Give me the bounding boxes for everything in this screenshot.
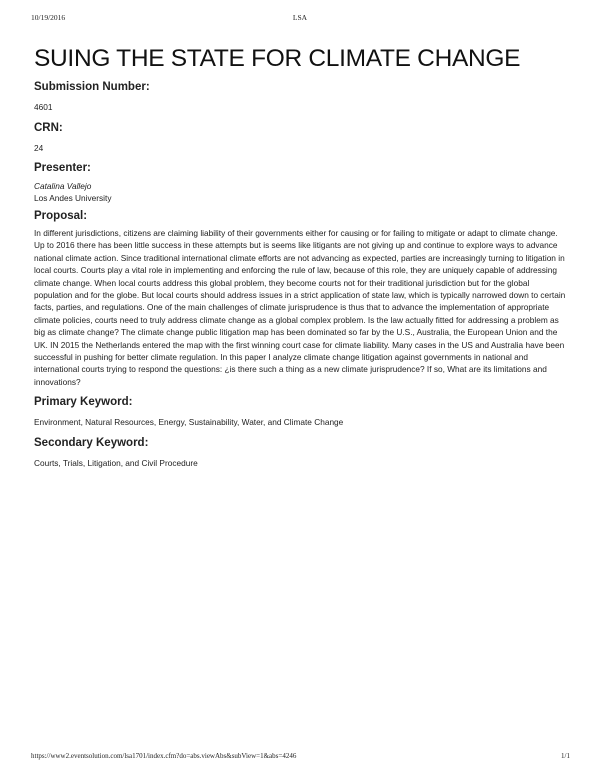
- submission-number-label: Submission Number:: [34, 81, 150, 93]
- crn-label: CRN:: [34, 122, 63, 134]
- header-date: 10/19/2016: [31, 13, 66, 22]
- proposal-label: Proposal:: [34, 210, 88, 222]
- crn-value: 24: [34, 143, 44, 153]
- secondary-keyword-value: Courts, Trials, Litigation, and Civil Procedure: [34, 458, 198, 469]
- primary-keyword-value: Environment, Natural Resources, Energy, Sustainability, Water, and Climate Change: [34, 417, 344, 428]
- submission-number-value: 4601: [34, 102, 53, 112]
- abstract-content: [34, 44, 569, 469]
- presenter-name: Catalina Vallejo: [34, 181, 92, 191]
- footer-url: https://www2.eventsolution.com/lsa1701/index.cfm?do=abs.viewAbs&subView=1&abs=4246: [31, 752, 297, 760]
- presenter-affiliation: Los Andes University: [34, 193, 112, 203]
- secondary-keyword-label: Secondary Keyword:: [34, 437, 149, 450]
- header-title: LSA: [292, 13, 308, 22]
- proposal-text: In different jurisdictions, citizens are claiming liability of their governments either for causing or for failing to mitigate or adapt to climate change. Up to 2016 there has been little success in these attempts but is seems like litigants are not giving up and continue to explore ways to advance national climate action. Since traditional international climate efforts are not advancing as expected, parties are increasingly turning to litigation in local courts. Courts play a vital role in implementing and enforcing the rule of law, because of this role, they are uniquely capable of addressing climate change. When local courts address this global problem, they become courts not for their traditional jurisdiction but for the global population and for the globe. But local courts should address issues in a strict application of state law, which is typically narrowed down to certain facts, parties, and regulations. One of the main challenges of climate jurisprudence is thus that to advance the implementation of appropriate climate policies, courts need to truly address climate change as a global complex problem. Is the law actually fitted for addressing a problem as big as climate change? The climate change public litigation map has been dominated so far by the U.S., Australia, the European Union and the UK. IN 2015 the Netherlands entered the map with the first winning court case for climate liability. Many cases in the US and Australia have been successful in pushing for better climate regulation. In this paper I analyze climate change litigation against governments in national and international courts trying to respond the questions: ¿is there such a thing as a new climate jurisprudence? If so, What are its limitations and innovations?: [34, 228, 566, 387]
- presenter-label: Presenter:: [34, 162, 91, 174]
- page-title: SUING THE STATE FOR CLIMATE CHANGE: [34, 45, 521, 72]
- primary-keyword-label: Primary Keyword:: [34, 396, 133, 409]
- footer-page-number: 1/1: [561, 752, 570, 760]
